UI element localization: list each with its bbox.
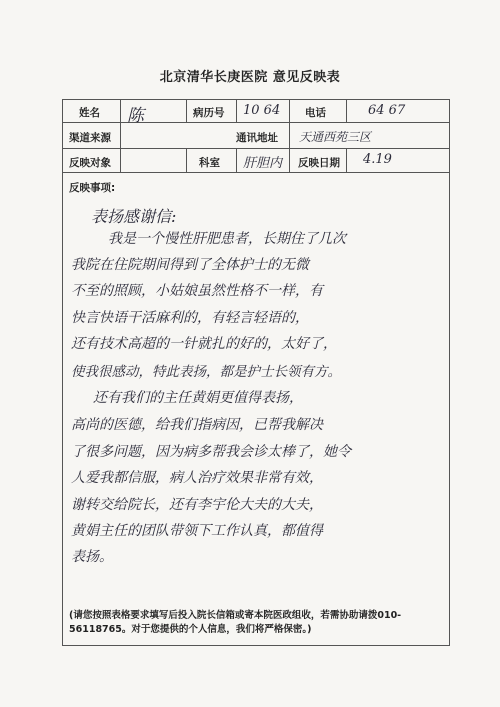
col-divider <box>120 100 121 172</box>
date-value: 4.19 <box>363 152 392 167</box>
col-divider <box>346 100 347 122</box>
letter-line: 人爱我都信服，病人治疗效果非常有效， <box>71 470 323 486</box>
dept-value: 肝胆内 <box>243 156 283 171</box>
letter-greeting: 表扬感谢信: <box>91 207 177 226</box>
col-divider <box>346 148 347 172</box>
phone-label: 电话 <box>305 107 326 119</box>
feedback-form <box>62 99 450 646</box>
col-divider <box>236 100 237 122</box>
channel-label: 渠道来源 <box>69 132 111 144</box>
col-divider <box>186 148 187 172</box>
letter-line: 使我很感动，特此表扬，都是护士长领有方。 <box>71 364 341 380</box>
target-label: 反映对象 <box>69 157 111 169</box>
letter-line: 高尚的医德，给我们指病因，已帮我解决 <box>71 417 323 433</box>
form-footer-note: (请您按照表格要求填写后投入院长信箱或寄本院医政组收，若需协助请拨010-56118765。对于您提供的个人信息，我们将严格保密。) <box>69 610 402 635</box>
row-divider <box>63 172 449 173</box>
col-divider <box>289 100 290 172</box>
letter-line: 表扬。 <box>71 549 113 565</box>
letter-line: 黄娟主任的团队带领下工作认真，都值得 <box>71 523 323 539</box>
letter-line: 我院在住院期间得到了全体护士的无微 <box>71 257 309 273</box>
record-label: 病历号 <box>193 107 225 119</box>
letter-line: 不至的照顾，小姑娘虽然性格不一样，有 <box>71 283 323 299</box>
dept-label: 科室 <box>199 157 220 169</box>
address-label: 通讯地址 <box>236 132 278 144</box>
content-label: 反映事项: <box>69 182 116 194</box>
col-divider <box>186 100 187 122</box>
letter-line: 还有技术高超的一针就扎的好的，太好了， <box>71 336 337 352</box>
phone-value: 64 67 <box>368 103 406 118</box>
name-value: 陈 <box>127 106 144 126</box>
col-divider <box>236 148 237 172</box>
letter-line: 还有我们的主任黄娟更值得表扬， <box>93 390 303 406</box>
letter-line: 谢转交给院长，还有李宇伦大夫的大夫， <box>71 497 323 513</box>
record-value: 10 64 <box>243 103 281 118</box>
letter-line: 我是一个慢性肝肥患者，长期住了几次 <box>108 231 346 247</box>
letter-line: 快言快语干活麻利的，有轻言轻语的， <box>71 310 309 326</box>
letter-line: 了很多问题，因为病多帮我会诊太棒了，她令 <box>71 444 351 460</box>
date-label: 反映日期 <box>298 157 340 169</box>
name-label: 姓名 <box>79 107 100 119</box>
address-value: 天通西苑三区 <box>299 130 372 144</box>
form-title: 北京清华长庚医院 意见反映表 <box>159 70 341 85</box>
